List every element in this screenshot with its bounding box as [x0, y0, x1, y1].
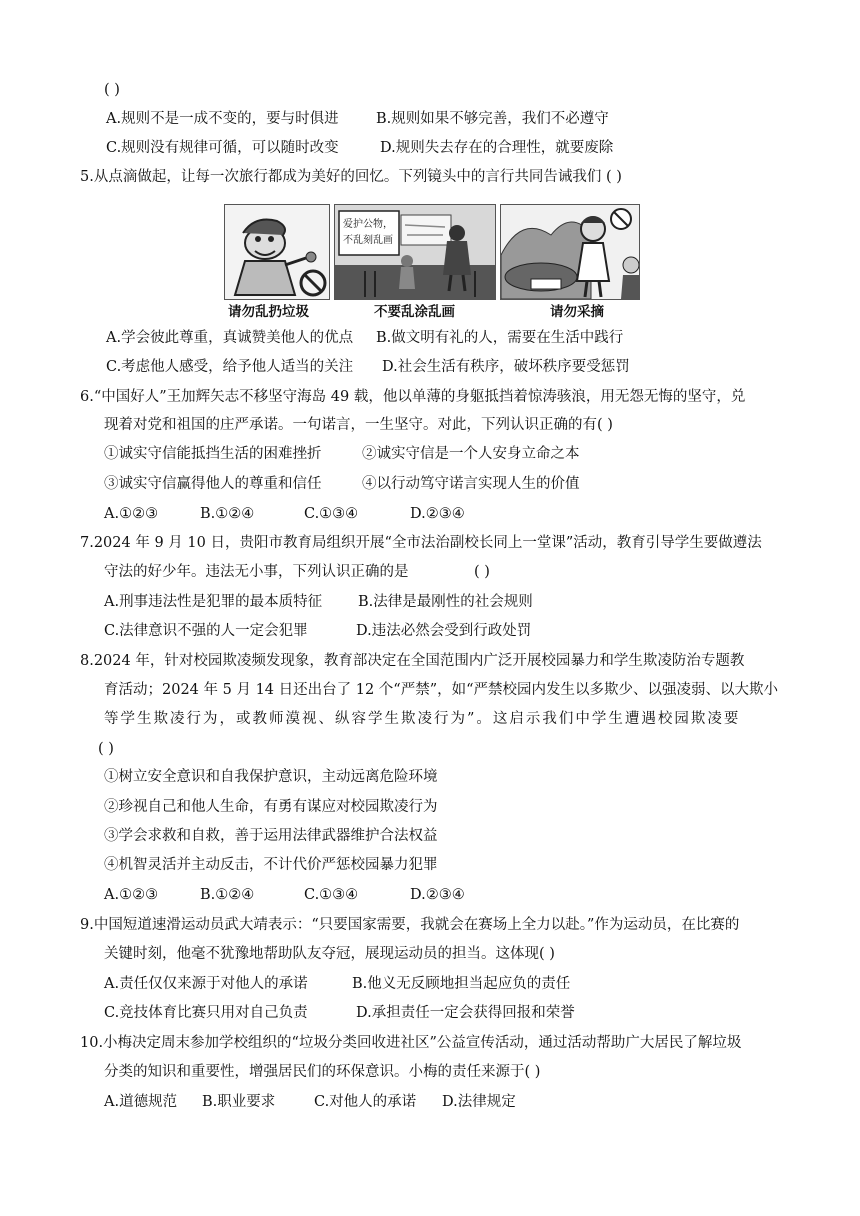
- q6-option-d: D.②③④: [410, 506, 465, 522]
- q4-option-d: D.规则失去存在的合理性，就要废除: [380, 140, 614, 156]
- q9-stem-line-2: 关键时刻，他毫不犹豫地帮助队友夺冠，展现运动员的担当。这体现( ): [104, 946, 555, 962]
- q8-statement-1: ①树立安全意识和自我保护意识，主动远离危险环境: [104, 769, 438, 785]
- q8-option-d: D.②③④: [410, 887, 465, 903]
- q8-answer-paren: ( ): [98, 741, 114, 757]
- q7-option-d: D.违法必然会受到行政处罚: [356, 623, 532, 639]
- q7-option-c: C.法律意识不强的人一定会犯罪: [104, 623, 308, 639]
- q5-cartoon-strip: [224, 204, 640, 318]
- q9-stem-line-1: 9.中国短道速滑运动员武大靖表示：“只要国家需要，我就会在赛场上全力以赴。”作为运动员，在比赛的: [80, 917, 740, 933]
- q6-stem-line-2: 现着对党和祖国的庄严承诺。一句诺言，一生坚守。对此，下列认识正确的有( ): [104, 417, 613, 433]
- q10-option-a: A.道德规范: [104, 1094, 178, 1110]
- q8-stem-line-3: 等学生欺凌行为，或教师漠视、纵容学生欺凌行为”。这启示我们中学生遭遇校园欺凌要: [104, 711, 741, 727]
- q8-option-a: A.①②③: [104, 887, 159, 903]
- q8-option-c: C.①③④: [304, 887, 359, 903]
- q10-option-c: C.对他人的承诺: [314, 1094, 417, 1110]
- q7-stem-line-2: 守法的好少年。违法无小事，下列认识正确的是: [104, 564, 409, 580]
- q9-option-a: A.责任仅仅来源于对他人的承诺: [104, 976, 308, 992]
- q8-stem-line-1: 8.2024 年，针对校园欺凌频发现象，教育部决定在全国范围内广泛开展校园暴力和学生欺凌防治专题教: [80, 653, 745, 669]
- q8-stem-line-2: 育活动；2024 年 5 月 14 日还出台了 12 个“严禁”，如“严禁校园内发生以多欺少、以强凌弱、以大欺小: [104, 682, 779, 698]
- q6-statement-1: ①诚实守信能抵挡生活的困难挫折: [104, 446, 322, 462]
- q6-option-c: C.①③④: [304, 506, 359, 522]
- q8-statement-4: ④机智灵活并主动反击，不计代价严惩校园暴力犯罪: [104, 857, 438, 873]
- q8-option-b: B.①②④: [200, 887, 255, 903]
- q5-option-c: C.考虑他人感受，给予他人适当的关注: [106, 359, 354, 375]
- q5-stem: 5.从点滴做起，让每一次旅行都成为美好的回忆。下列镜头中的言行共同告诫我们 ( ): [80, 169, 622, 185]
- cartoon-panel-graffiti: [334, 204, 496, 300]
- q9-option-d: D.承担责任一定会获得回报和荣誉: [356, 1005, 575, 1021]
- q9-option-c: C.竞技体育比赛只用对自己负责: [104, 1005, 308, 1021]
- q6-option-a: A.①②③: [104, 506, 159, 522]
- q4-option-b: B.规则如果不够完善，我们不必遵守: [376, 111, 609, 127]
- q10-stem-line-2: 分类的知识和重要性，增强居民们的环保意识。小梅的责任来源于( ): [104, 1064, 541, 1080]
- q4-option-a: A.规则不是一成不变的，要与时俱进: [106, 111, 339, 127]
- q5-option-d: D.社会生活有秩序，破坏秩序要受惩罚: [382, 359, 630, 375]
- litter-illustration: [225, 205, 329, 299]
- q7-option-a: A.刑事违法性是犯罪的最本质特征: [104, 594, 323, 610]
- q6-option-b: B.①②④: [200, 506, 255, 522]
- picking-illustration: [501, 205, 639, 299]
- q5-option-a: A.学会彼此尊重，真诚赞美他人的优点: [106, 330, 354, 346]
- q10-option-d: D.法律规定: [442, 1094, 516, 1110]
- cartoon-panel-picking: [500, 204, 640, 300]
- q6-statement-3: ③诚实守信赢得他人的尊重和信任: [104, 476, 322, 492]
- cartoon-panel-litter: [224, 204, 330, 300]
- q8-statement-2: ②珍视自己和他人生命，有勇有谋应对校园欺凌行为: [104, 799, 438, 815]
- q5-option-b: B.做文明有礼的人，需要在生活中践行: [376, 330, 624, 346]
- q4-option-c: C.规则没有规律可循，可以随时改变: [106, 140, 339, 156]
- sign-line-1: 爱护公物，: [343, 219, 393, 230]
- q7-answer-paren: ( ): [474, 564, 490, 580]
- q7-option-b: B.法律是最刚性的社会规则: [358, 594, 533, 610]
- q10-option-b: B.职业要求: [202, 1094, 276, 1110]
- q7-stem-line-1: 7.2024 年 9 月 10 日，贵阳市教育局组织开展“全市法治副校长同上一堂课”活动，教育引导学生要做遵法: [80, 535, 762, 551]
- graffiti-illustration: [335, 205, 495, 299]
- q6-stem-line-1: 6.“中国好人”王加辉矢志不移坚守海岛 49 载，他以单薄的身躯抵挡着惊涛骇浪，用无怨无悔的坚守，兑: [80, 389, 746, 405]
- q8-statement-3: ③学会求救和自救，善于运用法律武器维护合法权益: [104, 828, 438, 844]
- q10-stem-line-1: 10.小梅决定周末参加学校组织的“垃圾分类回收进社区”公益宣传活动，通过活动帮助广大居民了解垃圾: [80, 1035, 742, 1051]
- cartoon-caption-2: 不要乱涂乱画: [374, 304, 455, 320]
- sign-line-2: 不乱刻乱画: [343, 235, 393, 246]
- cartoon-caption-1: 请勿乱扔垃圾: [228, 304, 309, 320]
- cartoon-caption-3: 请勿采摘: [550, 304, 604, 320]
- q4-answer-paren: ( ): [104, 82, 120, 98]
- q9-option-b: B.他义无反顾地担当起应负的责任: [352, 976, 571, 992]
- q6-statement-2: ②诚实守信是一个人安身立命之本: [362, 446, 580, 462]
- q6-statement-4: ④以行动笃守诺言实现人生的价值: [362, 476, 580, 492]
